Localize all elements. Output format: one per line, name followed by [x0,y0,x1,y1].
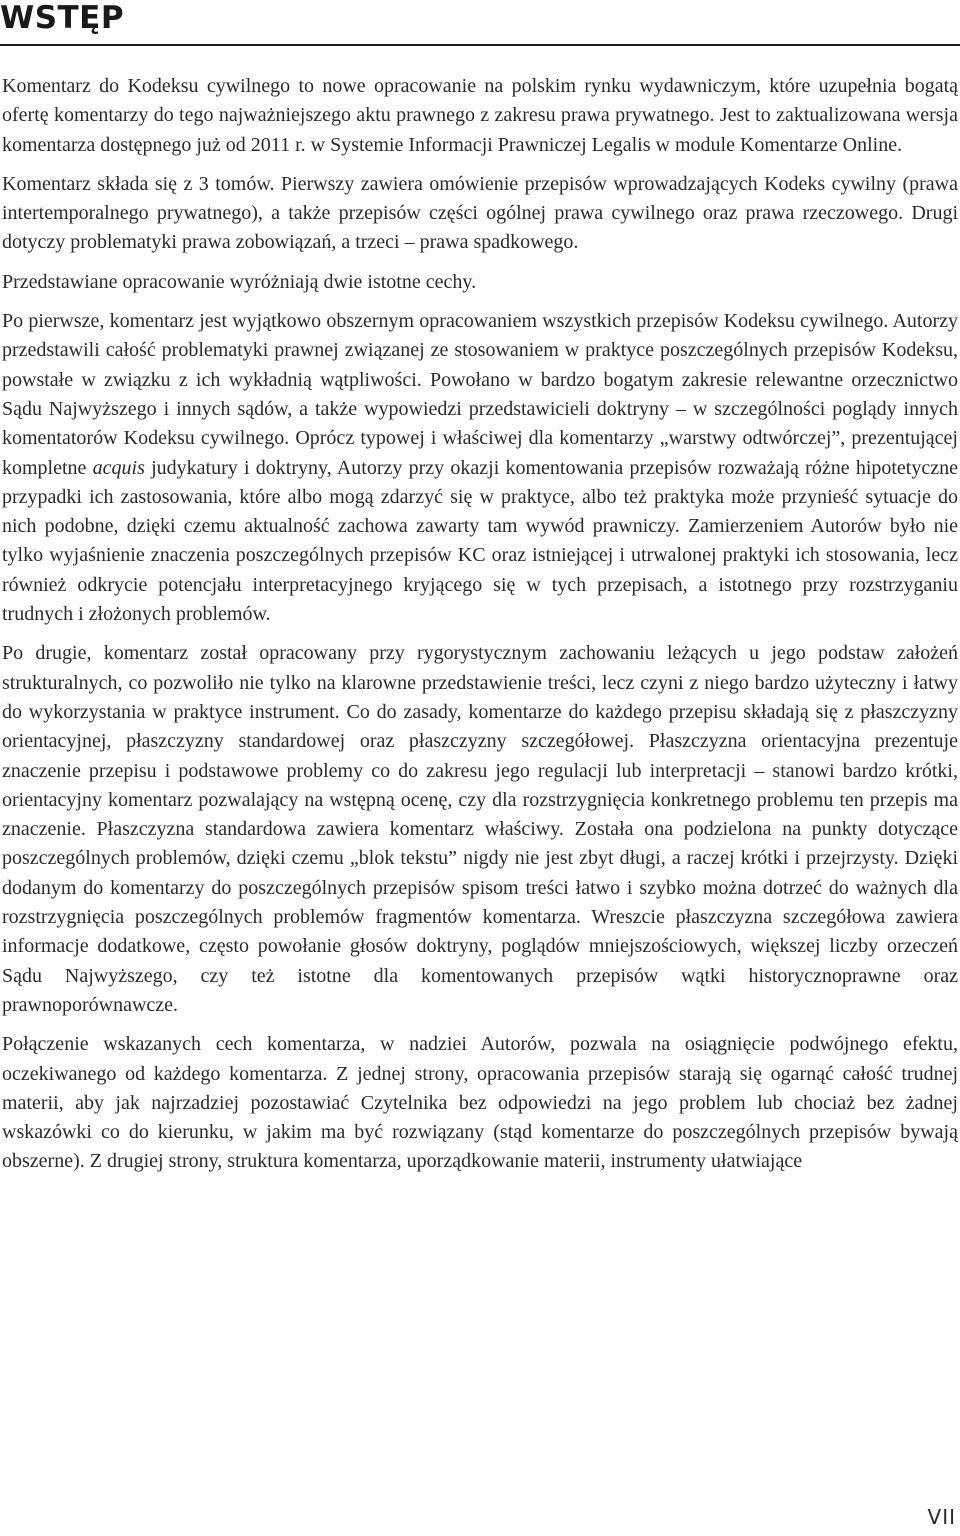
paragraph-first-feature-part-2: judykatury i doktryny, Autorzy przy okazji komentowania przepisów rozważają różne hipotetyczne przypadki ich zastosowania, które albo mogą zdarzyć się w praktyce, albo też praktyka może przynieść sytuacje do nich podobne, dzięki czemu aktualność zachowa zawarty tam wywód prawniczy. Zamierzeniem Autorów było nie tylko wyjaśnienie znaczenia poszczególnych przepisów KC oraz istniejącej i utrwalonej praktyki ich stosowania, lecz również odkrycie potencjału interpretacyjnego kryjącego się w tych przepisach, a istotnego przy rozstrzyganiu trudnych i złożonych problemów. [2,456,958,626]
paragraph-intro: Komentarz do Kodeksu cywilnego to nowe opracowanie na polskim rynku wydawniczym, które uzupełnia bogatą ofertę komentarzy do tego najważniejszego aktu prawnego z zakresu prawa prywatnego. Jest to zaktualizowana wersja komentarza dostępnego już od 2011 r. w Systemie Informacji Prawniczej Legalis w module Komentarze Online. [2,75,958,156]
page-title: WSTĘP [0,0,125,36]
page-number: VII [927,1505,956,1529]
italic-term: acquis [92,456,145,479]
title-divider [0,44,960,46]
body-text [2,72,958,1187]
paragraph-second-feature: Po drugie, komentarz został opracowany przy rygorystycznym zachowaniu leżących u jego podstaw założeń strukturalnych, co pozwoliło nie tylko na klarowne przedstawienie treści, lecz czyni z niego bardzo użyteczny i łatwy do wykorzystania w praktyce instrument. Co do zasady, komentarze do każdego przepisu składają się z płaszczyzny orientacyjnej, płaszczyzny standardowej oraz płaszczyzny szczegółowej. Płaszczyzna orientacyjna prezentuje znaczenie przepisu i podstawowe problemy co do zakresu jego regulacji lub interpretacji – stanowi bardzo krótki, orientacyjny komentarz pozwalający na wstępną ocenę, czy dla rozstrzygnięcia konkretnego problemu ten przepis ma znaczenie. Płaszczyzna standardowa zawiera komentarz właściwy. Została ona podzielona na punkty dotyczące poszczególnych problemów, dzięki czemu „blok tekstu” nigdy nie jest zbyt długi, a raczej krótki i przejrzysty. Dzięki dodanym do komentarzy do poszczególnych przepisów spisom treści łatwo i szybko można dotrzeć do ważnych dla rozstrzygnięcia poszczególnych problemów fragmentów komentarza. Wreszcie płaszczyzna szczegółowa zawiera informacje dodatkowe, często powołanie głosów doktryny, poglądów mniejszościowych, większej liczby orzeczeń Sądu Najwyższego, czy też istotne dla komentowanych przepisów wątki historycznoprawne oraz prawnoporównawcze. [2,642,958,1016]
paragraph-combination: Połączenie wskazanych cech komentarza, w nadziei Autorów, pozwala na osiągnięcie podwójnego efektu, oczekiwanego od każdego komentarza. Z jednej strony, opracowania przepisów starają się ogarnąć całość trudnej materii, aby jak najrzadziej pozostawiać Czytelnika bez odpowiedzi na jego problem lub chociaż bez żadnej wskazówki co do kierunku, w jakim ma być rozwiązany (stąd komentarze do poszczególnych przepisów bywają obszerne). Z drugiej strony, struktura komentarza, uporządkowanie materii, instrumenty ułatwiające [2,1033,958,1173]
paragraph-features: Przedstawiane opracowanie wyróżniają dwie istotne cechy. [2,270,477,293]
paragraph-volumes: Komentarz składa się z 3 tomów. Pierwszy zawiera omówienie przepisów wprowadzających Kodeks cywilny (prawa intertemporalnego prywatnego), a także przepisów części ogólnej prawa cywilnego oraz prawa rzeczowego. Drugi dotyczy problematyki prawa zobowiązań, a trzeci – prawa spadkowego. [2,172,958,254]
paragraph-first-feature-part-1: Po pierwsze, komentarz jest wyjątkowo obszernym opracowaniem wszystkich przepisów Kodeksu cywilnego. Autorzy przedstawili całość problematyki prawnej związanej ze stosowaniem w praktyce poszczególnych przepisów Kodeksu, powstałe w związku z ich wykładnią wątpliwości. Powołano w bardzo bogatym zakresie relewantne orzecznictwo Sądu Najwyższego i innych sądów, a także wypowiedzi przedstawicieli doktryny – w szczególności poglądy innych komentatorów Kodeksu cywilnego. Oprócz typowej i właściwej dla komentarzy „warstwy odtwórczej”, prezentującej kompletne [2,310,958,479]
paragraph-first-feature [2,307,958,629]
